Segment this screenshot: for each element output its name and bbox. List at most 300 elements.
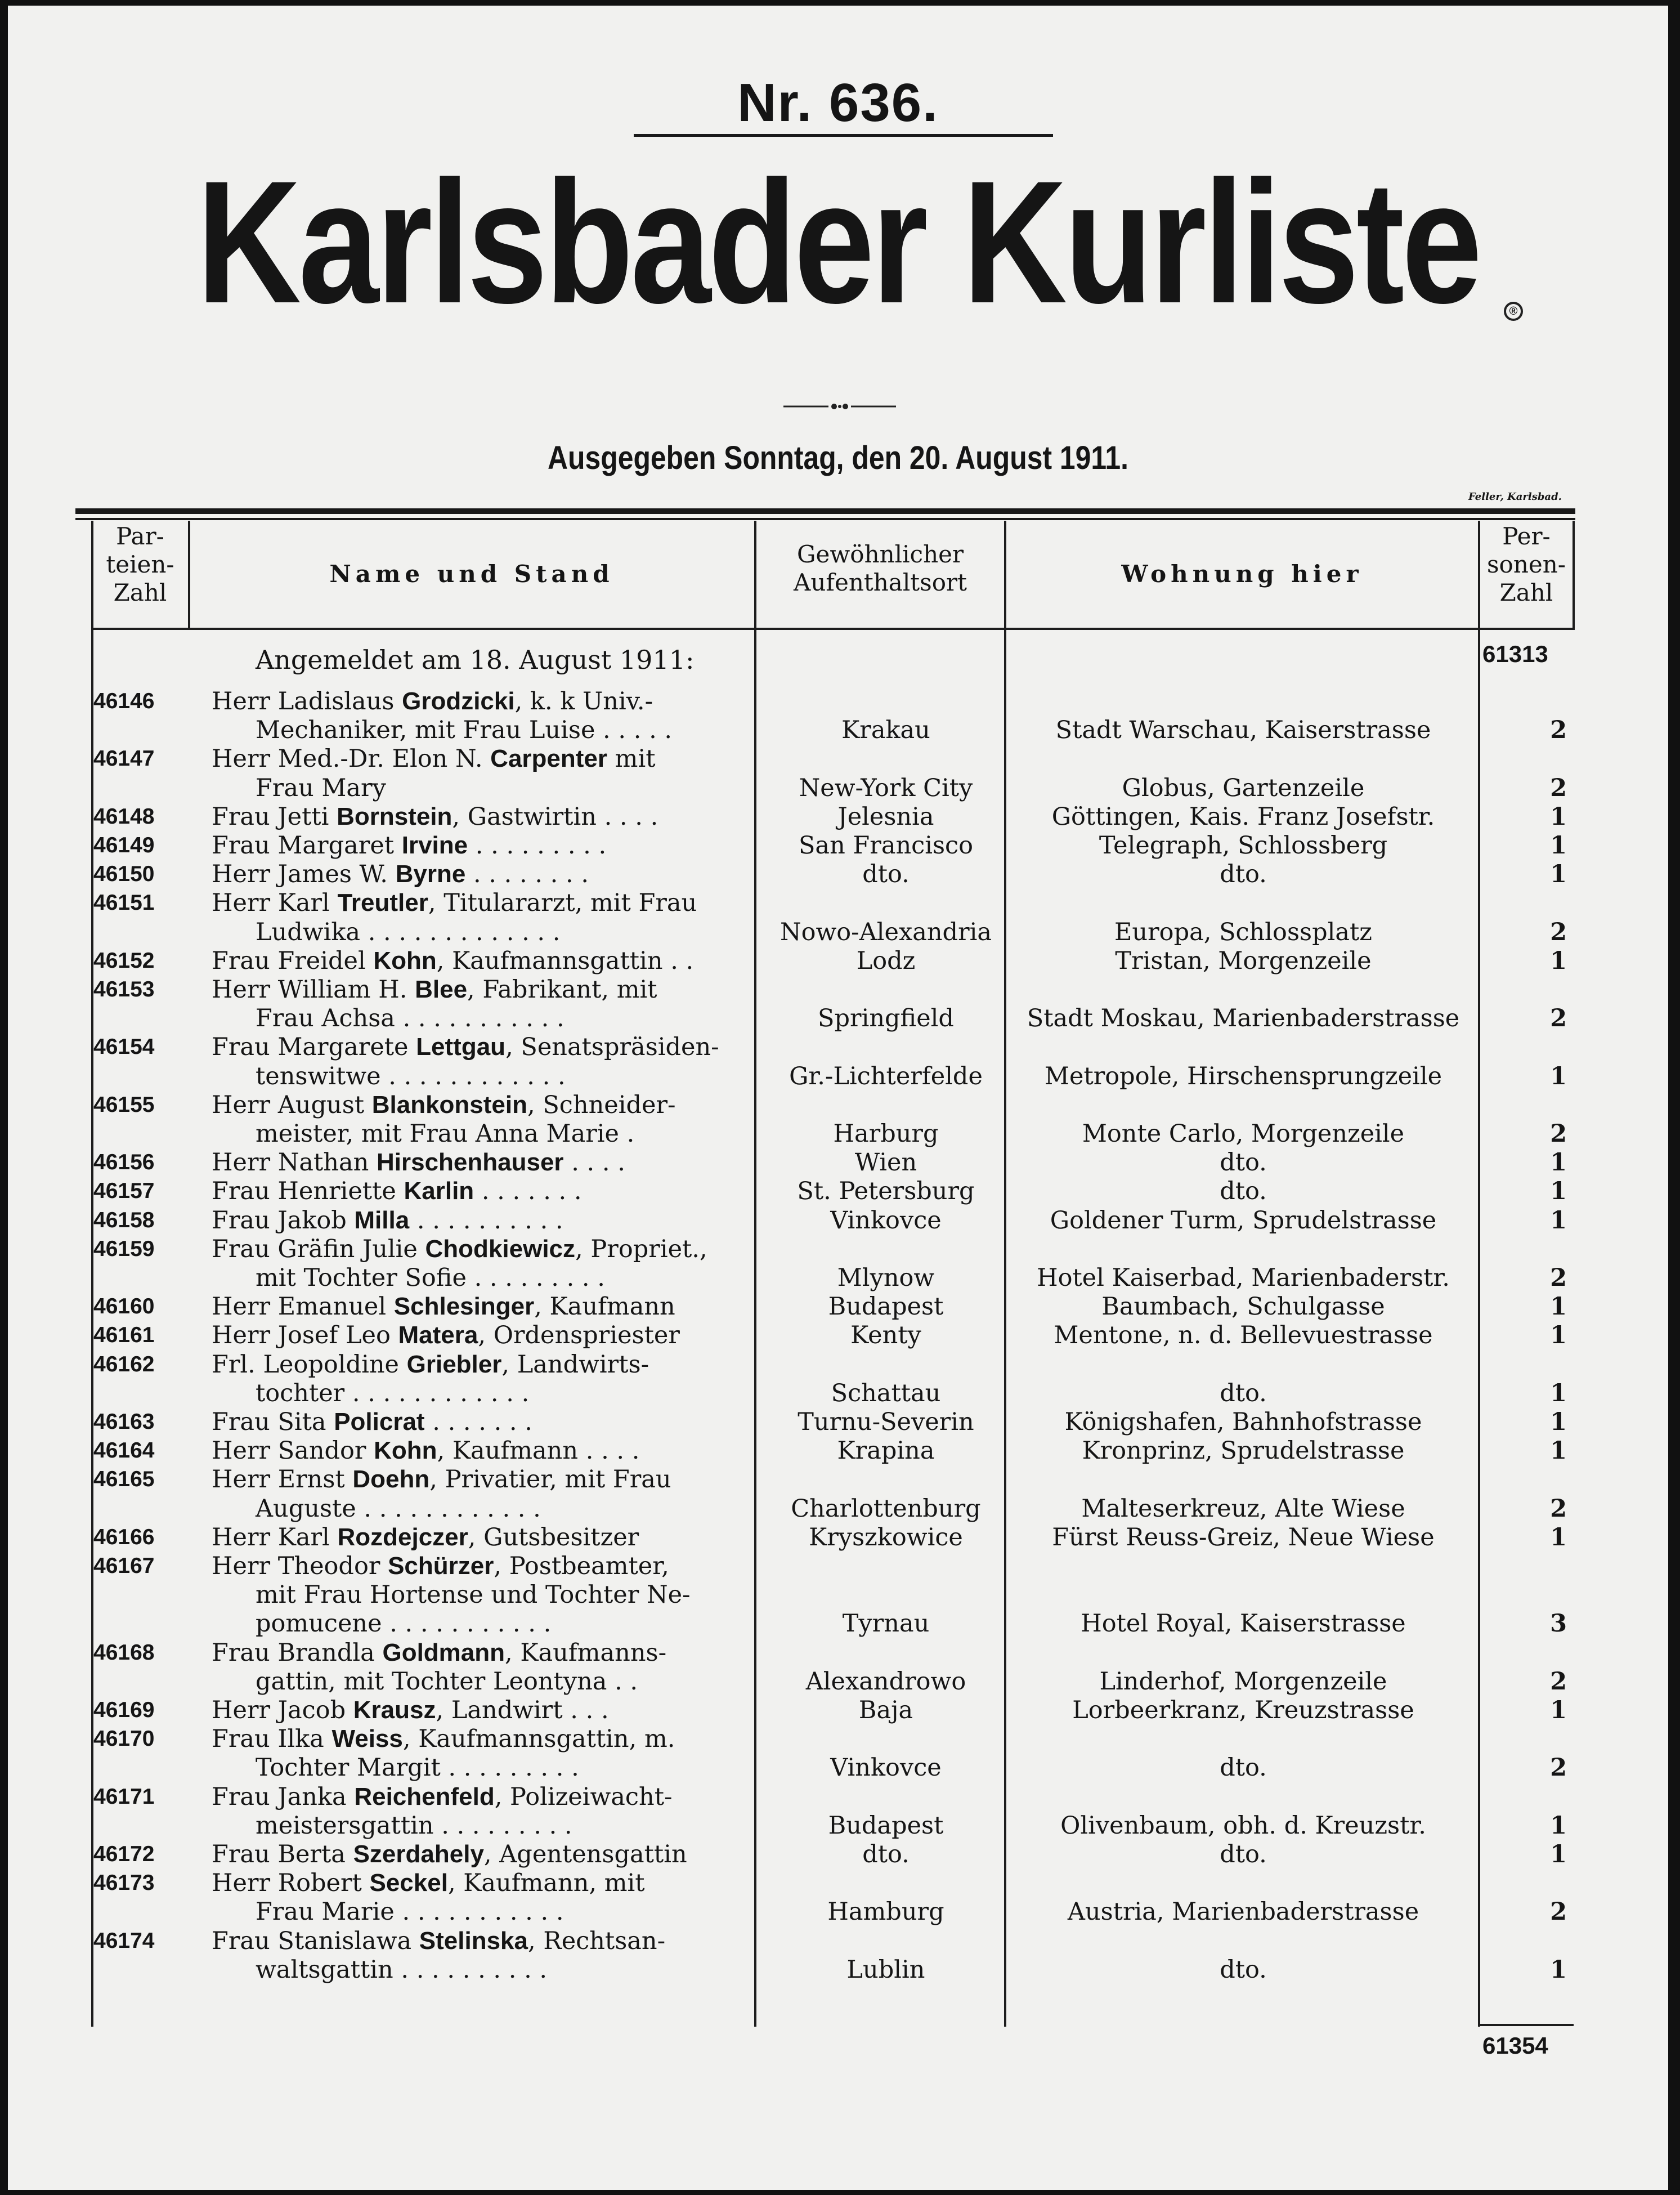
aufenthaltsort: Lodz	[856, 946, 916, 975]
name-suffix: . . . . . . . .	[465, 860, 589, 889]
name-suffix: . . . . . . .	[474, 1177, 582, 1206]
table-row	[8, 1897, 1668, 1926]
table-row	[8, 1868, 1668, 1898]
surname-bold: Blee	[415, 976, 468, 1003]
aufenthaltsort: Kenty	[850, 1321, 921, 1350]
name-text: Herr Emanuel	[212, 1293, 394, 1321]
personen-count: 1	[1550, 1321, 1567, 1350]
header-name: Name und Stand	[329, 560, 614, 588]
guest-name-stand	[212, 1292, 675, 1321]
wohnung: Lorbeerkranz, Kreuzstrasse	[1072, 1696, 1414, 1724]
total-rule	[1478, 2024, 1574, 2026]
surname-bold: Doehn	[352, 1465, 430, 1494]
name-text: Herr Karl	[212, 1523, 338, 1552]
guest-name-stand	[212, 831, 606, 860]
issue-number: Nr. 636.	[737, 73, 939, 133]
personen-count: 1	[1550, 1148, 1567, 1177]
guest-name-stand	[212, 1782, 673, 1812]
parteien-number: 46167	[93, 1554, 155, 1578]
guest-name-stand	[212, 888, 697, 918]
name-suffix: , Gastwirtin . . . .	[452, 802, 658, 831]
table-row	[8, 1580, 1668, 1610]
guest-name-stand	[212, 1148, 625, 1177]
parteien-number: 46164	[93, 1438, 155, 1463]
table-row	[8, 1465, 1668, 1494]
surname-bold: Weiss	[331, 1725, 403, 1753]
parteien-number: 46169	[93, 1698, 155, 1722]
guest-name-stand	[256, 1263, 605, 1293]
wohnung: Goldener Turm, Sprudelstrasse	[1050, 1206, 1437, 1235]
guest-name-stand	[256, 1667, 638, 1696]
aufenthaltsort: Alexandrowo	[805, 1667, 966, 1696]
wohnung: dto.	[1220, 1754, 1267, 1782]
personen-count: 2	[1550, 918, 1567, 946]
guest-name-stand	[256, 1897, 564, 1926]
name-text: pomucene . . . . . . . . . . .	[256, 1610, 552, 1638]
personen-count: 1	[1550, 1437, 1567, 1465]
name-text: Auguste . . . . . . . . . . . .	[256, 1494, 541, 1523]
guest-name-stand	[256, 1494, 541, 1523]
newspaper-page	[8, 6, 1668, 2190]
aufenthaltsort: Budapest	[828, 1811, 944, 1840]
surname-bold: Milla	[354, 1206, 410, 1234]
name-text: Frau Margaret	[212, 831, 402, 860]
name-text: Frau Marie . . . . . . . . . . .	[256, 1898, 564, 1926]
table-row	[8, 831, 1668, 860]
table-row	[8, 687, 1668, 716]
personen-count: 2	[1550, 1004, 1567, 1033]
name-text: Ludwika . . . . . . . . . . . . .	[256, 918, 561, 946]
parteien-number: 46156	[93, 1150, 155, 1175]
surname-bold: Bornstein	[337, 802, 453, 830]
name-suffix: , Kaufmann . . . .	[437, 1437, 640, 1465]
surname-bold: Kohn	[373, 946, 437, 974]
aufenthaltsort: Mlynow	[837, 1264, 935, 1292]
surname-bold: Matera	[398, 1321, 478, 1349]
surname-bold: Chodkiewicz	[425, 1235, 576, 1263]
wohnung: Stadt Moskau, Marienbaderstrasse	[1027, 1004, 1460, 1033]
parteien-number: 46153	[93, 977, 155, 1002]
table-row	[8, 802, 1668, 831]
aufenthaltsort: Budapest	[828, 1293, 944, 1321]
aufenthaltsort: Gr.-Lichterfelde	[789, 1062, 983, 1090]
guest-name-stand	[212, 975, 657, 1004]
guest-name-stand	[212, 1235, 707, 1264]
personen-count: 2	[1550, 1754, 1567, 1782]
name-suffix: . . . . . . . . . .	[409, 1206, 563, 1235]
guest-name-stand	[212, 1926, 665, 1956]
name-text: tenswitwe . . . . . . . . . . . .	[256, 1062, 566, 1090]
aufenthaltsort: Nowo-Alexandria	[779, 918, 992, 946]
aufenthaltsort: Krakau	[841, 716, 930, 745]
wohnung: Metropole, Hirschensprungzeile	[1044, 1062, 1442, 1090]
guest-name-stand	[256, 1609, 551, 1638]
surname-bold: Goldmann	[382, 1638, 505, 1666]
table-row	[8, 1177, 1668, 1206]
table-row	[8, 1032, 1668, 1062]
parteien-number: 46157	[93, 1179, 155, 1204]
parteien-number: 46160	[93, 1294, 155, 1319]
name-text: Frl. Leopoldine	[212, 1350, 407, 1379]
wohnung: Stadt Warschau, Kaiserstrasse	[1055, 716, 1431, 745]
wohnung: Linderhof, Morgenzeile	[1099, 1667, 1387, 1696]
ornament-divider-icon	[783, 400, 896, 413]
name-suffix: , k. k Univ.-	[514, 687, 653, 716]
name-suffix: . . . .	[563, 1148, 625, 1177]
surname-bold: Carpenter	[490, 745, 608, 773]
aufenthaltsort: Jelesnia	[837, 802, 934, 831]
wohnung: Königshafen, Bahnhofstrasse	[1064, 1408, 1422, 1436]
personen-count: 1	[1550, 1293, 1567, 1321]
carry-over-total: 61313	[1482, 641, 1548, 667]
wohnung: Europa, Schlossplatz	[1114, 918, 1372, 946]
surname-bold: Blankonstein	[371, 1090, 527, 1119]
parteien-number: 46166	[93, 1525, 155, 1549]
personen-count: 1	[1550, 802, 1567, 831]
personen-count: 2	[1550, 1264, 1567, 1292]
name-suffix: , Kaufmann, mit	[447, 1869, 645, 1898]
table-row	[8, 1292, 1668, 1321]
personen-count: 1	[1550, 1408, 1567, 1436]
guest-name-stand	[256, 1811, 572, 1840]
guest-name-stand	[212, 1177, 582, 1206]
wohnung: Monte Carlo, Morgenzeile	[1082, 1120, 1405, 1148]
wohnung: dto.	[1220, 860, 1267, 889]
table-row	[8, 1263, 1668, 1293]
guest-name-stand	[256, 918, 560, 947]
guest-name-stand	[212, 687, 653, 716]
name-text: tochter . . . . . . . . . . . .	[256, 1379, 530, 1407]
name-text: mit Frau Hortense und Tochter Ne-	[256, 1581, 691, 1610]
guest-name-stand	[256, 716, 672, 745]
surname-bold: Griebler	[406, 1350, 502, 1378]
parteien-number: 46159	[93, 1236, 155, 1261]
aufenthaltsort: Springfield	[818, 1004, 954, 1033]
aufenthaltsort: Krapina	[837, 1437, 935, 1465]
guest-name-stand	[256, 1062, 566, 1091]
name-text: Frau Ilka	[212, 1725, 332, 1754]
name-text: Herr Josef Leo	[212, 1321, 398, 1350]
section-title: Angemeldet am 18. August 1911:	[256, 645, 695, 675]
personen-count: 2	[1550, 1120, 1567, 1148]
name-text: Frau Jetti	[212, 802, 337, 831]
personen-count: 1	[1550, 1379, 1567, 1407]
parteien-number: 46147	[93, 746, 155, 771]
guest-name-stand	[256, 1379, 529, 1408]
wohnung: Kronprinz, Sprudelstrasse	[1082, 1437, 1405, 1465]
aufenthaltsort: Hamburg	[827, 1898, 944, 1926]
guest-name-stand	[212, 1206, 563, 1235]
personen-count: 1	[1550, 1206, 1567, 1235]
guest-name-stand	[212, 1436, 639, 1465]
guest-name-stand	[212, 1840, 687, 1869]
name-text: Frau Margarete	[212, 1033, 416, 1062]
table-row	[8, 1436, 1668, 1465]
surname-bold: Lettgau	[416, 1033, 506, 1061]
table-row	[8, 1753, 1668, 1782]
aufenthaltsort: New-York City	[799, 774, 973, 802]
final-total: 61354	[1482, 2032, 1548, 2059]
surname-bold: Byrne	[395, 860, 466, 888]
surname-bold: Krausz	[353, 1696, 436, 1724]
parteien-number: 46148	[93, 804, 155, 829]
name-text: Herr Jacob	[212, 1696, 353, 1724]
table-row	[8, 1090, 1668, 1120]
parteien-number: 46172	[93, 1842, 155, 1866]
parteien-number: 46162	[93, 1352, 155, 1376]
name-text: Frau Sita	[212, 1408, 334, 1436]
surname-bold: Treutler	[337, 889, 428, 917]
name-text: Herr Karl	[212, 889, 338, 918]
parteien-number: 46171	[93, 1784, 155, 1809]
guest-name-stand	[212, 1465, 671, 1494]
name-suffix: , Ordenspriester	[478, 1321, 680, 1350]
guest-name-stand	[212, 1638, 666, 1668]
parteien-number: 46151	[93, 891, 155, 915]
name-text: Frau Berta	[212, 1840, 353, 1868]
surname-bold: Reichenfeld	[354, 1782, 495, 1810]
parteien-number: 46161	[93, 1323, 155, 1348]
guest-name-stand	[212, 1321, 680, 1350]
table-row	[8, 1119, 1668, 1148]
aufenthaltsort: Lublin	[846, 1955, 925, 1984]
aufenthaltsort: Harburg	[833, 1120, 939, 1148]
name-suffix: , Agentensgattin	[483, 1840, 687, 1868]
header-wohnung: Wohnung hier	[1121, 560, 1363, 588]
guest-name-stand	[256, 1753, 579, 1782]
name-suffix: , Propriet.,	[575, 1235, 707, 1263]
aufenthaltsort: St. Petersburg	[797, 1177, 975, 1206]
surname-bold: Schlesinger	[393, 1293, 535, 1321]
name-text: Herr Robert	[212, 1869, 370, 1898]
guest-name-stand	[256, 1580, 691, 1610]
name-suffix: , Titulararzt, mit Frau	[428, 889, 697, 918]
table-row	[8, 1955, 1668, 1984]
personen-count: 2	[1550, 716, 1567, 745]
name-suffix: , Schneider-	[527, 1090, 676, 1119]
surname-bold: Stelinska	[419, 1926, 528, 1955]
wohnung: Fürst Reuss-Greiz, Neue Wiese	[1052, 1523, 1435, 1552]
header-rule-thin	[75, 518, 1575, 520]
table-row	[8, 1523, 1668, 1552]
aufenthaltsort: Tyrnau	[842, 1610, 930, 1638]
parteien-number: 46168	[93, 1640, 155, 1665]
table-row	[8, 1840, 1668, 1869]
wohnung: dto.	[1220, 1177, 1267, 1206]
guest-name-stand	[212, 946, 693, 976]
table-row	[8, 1696, 1668, 1725]
table-row	[8, 716, 1668, 745]
guest-name-stand	[212, 1090, 676, 1120]
parteien-number: 46146	[93, 689, 155, 713]
personen-count: 2	[1550, 1667, 1567, 1696]
wohnung: Baumbach, Schulgasse	[1101, 1293, 1385, 1321]
table-row	[8, 946, 1668, 976]
guest-name-stand	[212, 1552, 669, 1581]
personen-count: 1	[1550, 1523, 1567, 1552]
masthead-title: Karlsbader Kurliste	[196, 144, 1480, 339]
surname-bold: Seckel	[369, 1869, 448, 1897]
printer-credit: Feller, Karlsbad.	[1468, 491, 1562, 503]
aufenthaltsort: Baja	[858, 1696, 913, 1724]
table-row	[8, 1811, 1668, 1840]
wohnung: Malteserkreuz, Alte Wiese	[1081, 1494, 1405, 1523]
aufenthaltsort: Schattau	[831, 1379, 941, 1407]
parteien-number: 46152	[93, 948, 155, 973]
wohnung: Hotel Royal, Kaiserstrasse	[1081, 1610, 1406, 1638]
table-row	[8, 888, 1668, 918]
name-suffix: , Postbeamter,	[494, 1552, 669, 1580]
number-underline	[634, 134, 1053, 137]
surname-bold: Policrat	[334, 1408, 425, 1436]
table-row	[8, 1609, 1668, 1638]
name-text: Frau Gräfin Julie	[212, 1235, 425, 1263]
name-text: Herr Ernst	[212, 1465, 353, 1494]
guest-name-stand	[212, 1696, 609, 1725]
aufenthaltsort: Charlottenburg	[791, 1494, 981, 1523]
aufenthaltsort: Kryszkowice	[809, 1523, 963, 1552]
name-suffix: , Rechtsan-	[528, 1926, 666, 1955]
header-rule-thick	[75, 508, 1575, 514]
wohnung: Olivenbaum, obh. d. Kreuzstr.	[1060, 1811, 1426, 1840]
surname-bold: Schürzer	[388, 1552, 494, 1580]
parteien-number: 46154	[93, 1035, 155, 1059]
wohnung: Mentone, n. d. Bellevuestrasse	[1054, 1321, 1433, 1350]
surname-bold: Kohn	[374, 1437, 437, 1465]
personen-count: 1	[1550, 1840, 1567, 1868]
personen-count: 2	[1550, 1494, 1567, 1523]
issue-date: Ausgegeben Sonntag, den 20. August 1911.	[548, 440, 1128, 476]
wohnung: Hotel Kaiserbad, Marienbaderstr.	[1037, 1264, 1450, 1292]
name-suffix: , Kaufmann	[534, 1293, 675, 1321]
name-text: gattin, mit Tochter Leontyna . .	[256, 1667, 638, 1696]
personen-count: 1	[1550, 860, 1567, 889]
personen-count: 1	[1550, 1177, 1567, 1206]
surname-bold: Irvine	[401, 831, 468, 859]
guest-name-stand	[212, 1407, 532, 1437]
name-text: Herr James W.	[212, 860, 396, 889]
wohnung: Göttingen, Kais. Franz Josefstr.	[1051, 802, 1435, 831]
name-suffix: , Fabrikant, mit	[467, 976, 657, 1004]
guest-name-stand	[256, 1119, 634, 1148]
table-row	[8, 1379, 1668, 1408]
parteien-number: 46163	[93, 1410, 155, 1434]
header-parteien: Par- teien- Zahl	[106, 522, 174, 606]
table-row	[8, 744, 1668, 774]
personen-count: 3	[1550, 1610, 1567, 1638]
table-row	[8, 1350, 1668, 1379]
personen-count: 1	[1550, 1955, 1567, 1984]
name-text: Frau Freidel	[212, 946, 374, 975]
name-suffix: . . . . . . .	[424, 1408, 532, 1436]
table-row	[8, 1667, 1668, 1696]
name-suffix: , Gutsbesitzer	[468, 1523, 639, 1552]
guest-name-stand	[212, 744, 656, 774]
name-text: Frau Brandla	[212, 1638, 383, 1667]
aufenthaltsort: dto.	[862, 860, 910, 889]
aufenthaltsort: Turnu-Severin	[798, 1408, 974, 1436]
name-suffix: . . . . . . . . .	[468, 831, 607, 860]
aufenthaltsort: dto.	[862, 1840, 910, 1868]
surname-bold: Szerdahely	[353, 1840, 484, 1868]
name-text: Herr Sandor	[212, 1437, 374, 1465]
personen-count: 2	[1550, 774, 1567, 802]
table-row	[8, 1407, 1668, 1437]
name-suffix: , Kaufmannsgattin, m.	[402, 1725, 675, 1754]
table-row	[8, 1206, 1668, 1235]
name-text: Tochter Margit . . . . . . . . .	[256, 1754, 579, 1782]
table-row	[8, 1494, 1668, 1523]
aufenthaltsort: Wien	[854, 1148, 917, 1177]
wohnung: dto.	[1220, 1148, 1267, 1177]
parteien-number: 46158	[93, 1208, 155, 1232]
personen-count: 1	[1550, 831, 1567, 860]
guest-name-stand	[212, 1724, 675, 1754]
personen-count: 2	[1550, 1898, 1567, 1926]
name-text: Frau Stanislawa	[212, 1926, 419, 1955]
table-row	[8, 860, 1668, 889]
wohnung: Globus, Gartenzeile	[1122, 774, 1365, 802]
name-text: mit Tochter Sofie . . . . . . . . .	[256, 1264, 605, 1292]
name-suffix: , Privatier, mit Frau	[429, 1465, 671, 1494]
name-suffix: , Kaufmanns-	[505, 1638, 667, 1667]
surname-bold: Grodzicki	[402, 687, 515, 715]
personen-count: 1	[1550, 1696, 1567, 1724]
guest-name-stand	[256, 1955, 547, 1984]
name-suffix: , Landwirts-	[501, 1350, 649, 1379]
table-row	[8, 1004, 1668, 1033]
name-suffix: , Landwirt . . .	[436, 1696, 609, 1724]
parteien-number: 46174	[93, 1928, 155, 1953]
table-row	[8, 1235, 1668, 1264]
column-line	[1573, 521, 1575, 628]
name-text: meistersgattin . . . . . . . . .	[256, 1811, 572, 1840]
surname-bold: Hirschenhauser	[376, 1148, 564, 1177]
wohnung: dto.	[1220, 1840, 1267, 1868]
parteien-number: 46155	[93, 1092, 155, 1117]
parteien-number: 46173	[93, 1871, 155, 1896]
name-text: Herr William H.	[212, 976, 415, 1004]
header-personen: Per- sonen- Zahl	[1487, 522, 1566, 606]
name-text: Frau Mary	[256, 774, 386, 802]
guest-name-stand	[256, 774, 386, 803]
wohnung: Telegraph, Schlossberg	[1099, 831, 1388, 860]
table-row	[8, 1926, 1668, 1956]
personen-count: 1	[1550, 946, 1567, 975]
name-text: meister, mit Frau Anna Marie .	[256, 1120, 635, 1148]
header-aufenthalt: Gewöhnlicher Aufenthaltsort	[794, 540, 967, 596]
name-text: Mechaniker, mit Frau Luise . . . . .	[256, 716, 673, 745]
guest-name-stand	[212, 1868, 645, 1898]
guest-name-stand	[212, 860, 589, 889]
name-text: Frau Jakob	[212, 1206, 355, 1235]
wohnung: Austria, Marienbaderstrasse	[1067, 1898, 1419, 1926]
name-text: waltsgattin . . . . . . . . . .	[256, 1955, 548, 1984]
name-suffix: mit	[607, 745, 656, 774]
header-bottom-rule	[91, 628, 1575, 630]
table-row	[8, 1552, 1668, 1581]
aufenthaltsort: San Francisco	[798, 831, 974, 860]
wohnung: dto.	[1220, 1955, 1267, 1984]
wohnung: dto.	[1220, 1379, 1267, 1407]
guest-name-stand	[212, 1032, 719, 1062]
aufenthaltsort: Vinkovce	[830, 1754, 942, 1782]
name-text: Frau Henriette	[212, 1177, 404, 1206]
guest-name-stand	[212, 1350, 649, 1379]
name-text: Herr Ladislaus	[212, 687, 402, 716]
guest-name-stand	[212, 1523, 639, 1552]
name-suffix: , Polizeiwacht-	[494, 1782, 673, 1811]
